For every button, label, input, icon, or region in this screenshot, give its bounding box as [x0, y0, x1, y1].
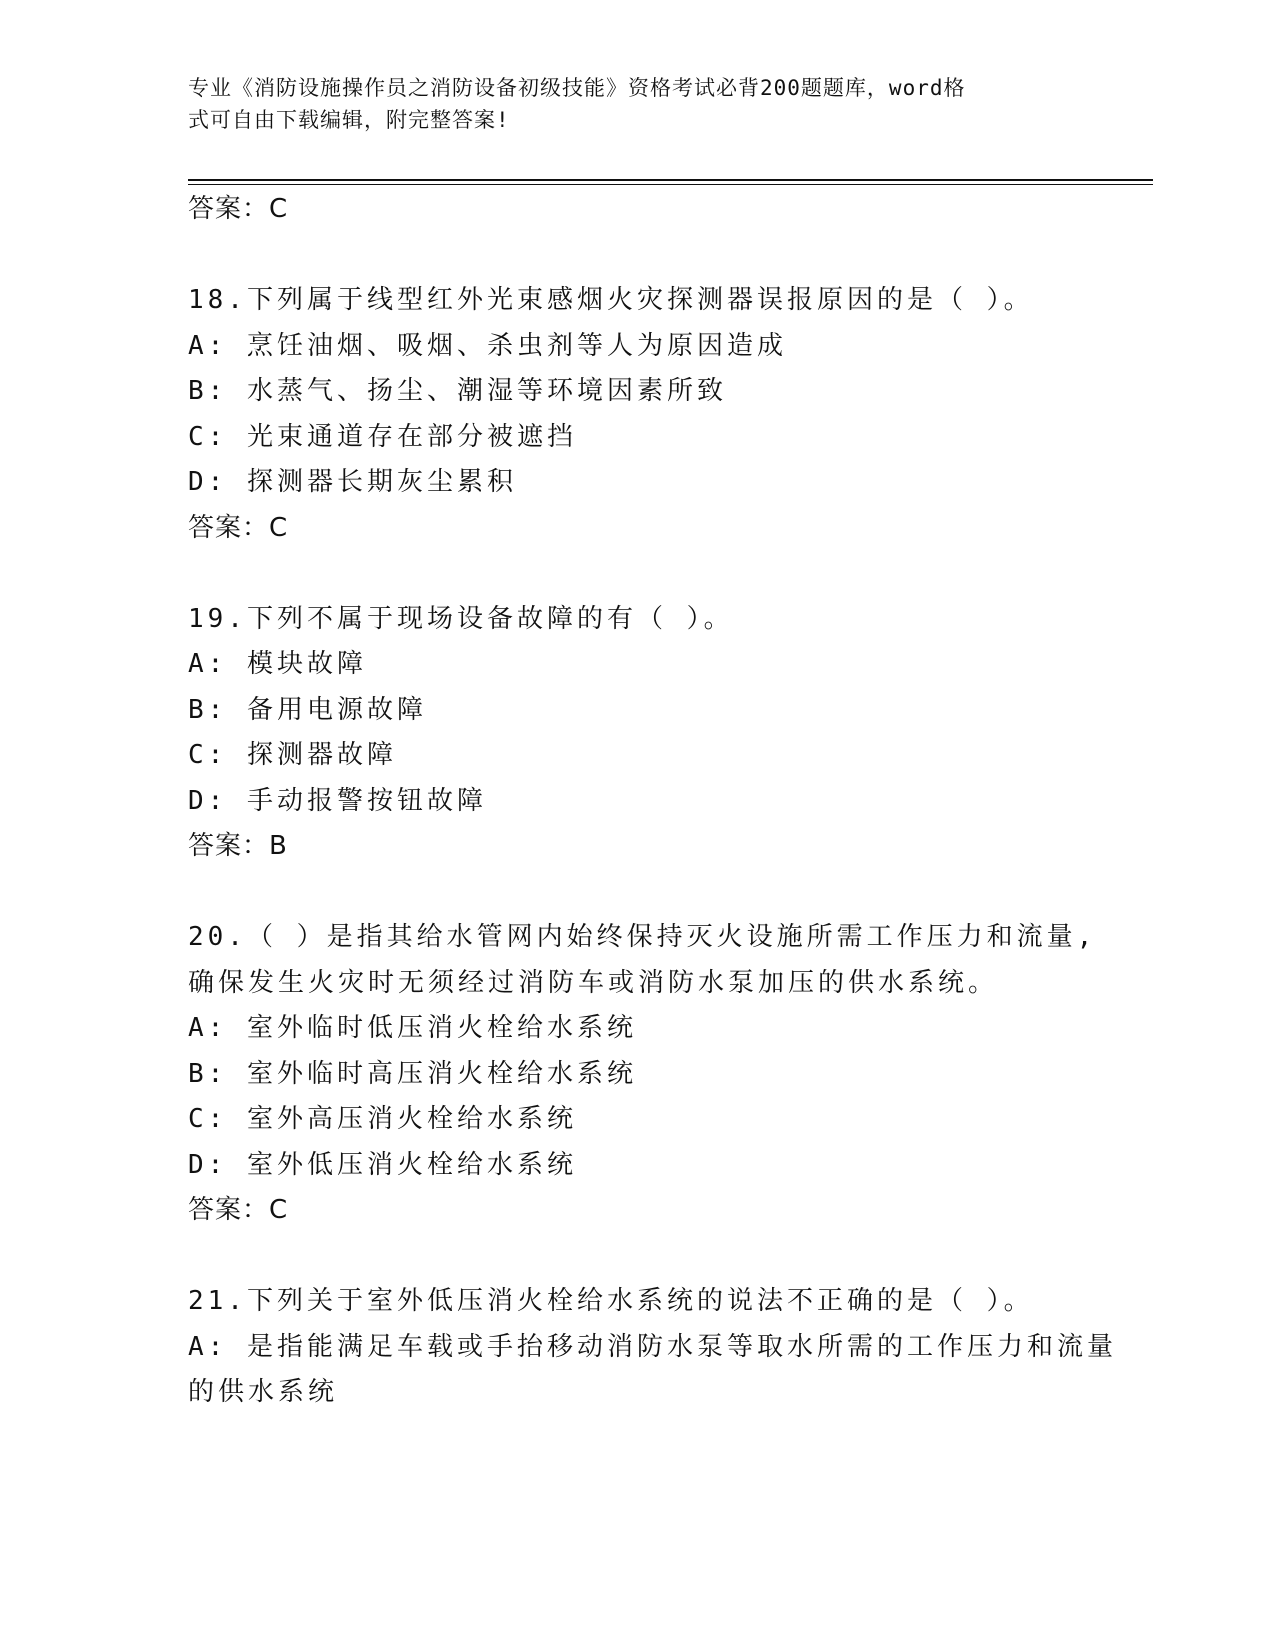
answer-label: 答案： [188, 1195, 270, 1225]
answer-label: 答案： [188, 512, 270, 543]
spacer [188, 1234, 1088, 1280]
option-b: B: 室外临时高压消火栓给水系统 [188, 1058, 637, 1089]
question-stem-line-2: 确保发生火灾时无须经过消防车或消防水泵加压的供水系统。 [188, 967, 999, 998]
header-divider-thick [188, 179, 1153, 181]
header-line-1: 专业《消防设施操作员之消防设备初级技能》资格考试必背200题题库，word格 [188, 76, 966, 100]
header-line-2: 式可自由下载编辑，附完整答案! [188, 108, 510, 132]
question-answer [188, 824, 1088, 870]
question-stem: 19.下列不属于现场设备故障的有（ ）。 [188, 603, 734, 634]
answer-value: C [269, 1195, 290, 1225]
option-d: D: 探测器长期灰尘累积 [188, 467, 517, 497]
option-a: A: 室外临时低压消火栓给水系统 [188, 1013, 637, 1043]
question-18 [188, 278, 1088, 551]
question-stem-line-1: 20.（ ）是指其给水管网内始终保持灭火设施所需工作压力和流量, [188, 922, 1097, 952]
question-answer [188, 506, 1088, 552]
spacer [188, 551, 1088, 597]
spacer [188, 870, 1088, 916]
option-a-line-2: 的供水系统 [188, 1377, 339, 1407]
answer-value: C [269, 194, 290, 224]
question-20 [188, 915, 1097, 1234]
spacer [188, 233, 1088, 279]
option-b: B: 水蒸气、扬尘、潮湿等环境因素所致 [188, 376, 727, 406]
prev-answer [188, 187, 1088, 233]
header-divider-thin [188, 184, 1153, 185]
option-a-line-1: A: 是指能满足车载或手抬移动消防水泵等取水所需的工作压力和流量 [188, 1331, 1117, 1362]
answer-value: B [269, 831, 289, 861]
option-b: B: 备用电源故障 [188, 694, 427, 725]
question-19 [188, 597, 1088, 870]
document-header [188, 72, 1068, 136]
question-answer [188, 1188, 1088, 1234]
option-a: A: 烹饪油烟、吸烟、杀虫剂等人为原因造成 [188, 330, 787, 361]
question-list [188, 187, 1117, 1416]
answer-label: 答案： [188, 194, 270, 224]
option-d: D: 室外低压消火栓给水系统 [188, 1149, 577, 1180]
question-stem: 18.下列属于线型红外光束感烟火灾探测器误报原因的是（ ）。 [188, 285, 1034, 315]
option-c: C: 探测器故障 [188, 740, 397, 770]
question-stem: 21.下列关于室外低压消火栓给水系统的说法不正确的是（ ）。 [188, 1286, 1034, 1316]
answer-value: C [269, 512, 290, 543]
option-d: D: 手动报警按钮故障 [188, 785, 487, 816]
question-21 [188, 1279, 1117, 1416]
option-c: C: 光束通道存在部分被遮挡 [188, 421, 577, 452]
answer-label: 答案： [188, 831, 270, 861]
option-c: C: 室外高压消火栓给水系统 [188, 1104, 577, 1134]
option-a: A: 模块故障 [188, 649, 367, 679]
